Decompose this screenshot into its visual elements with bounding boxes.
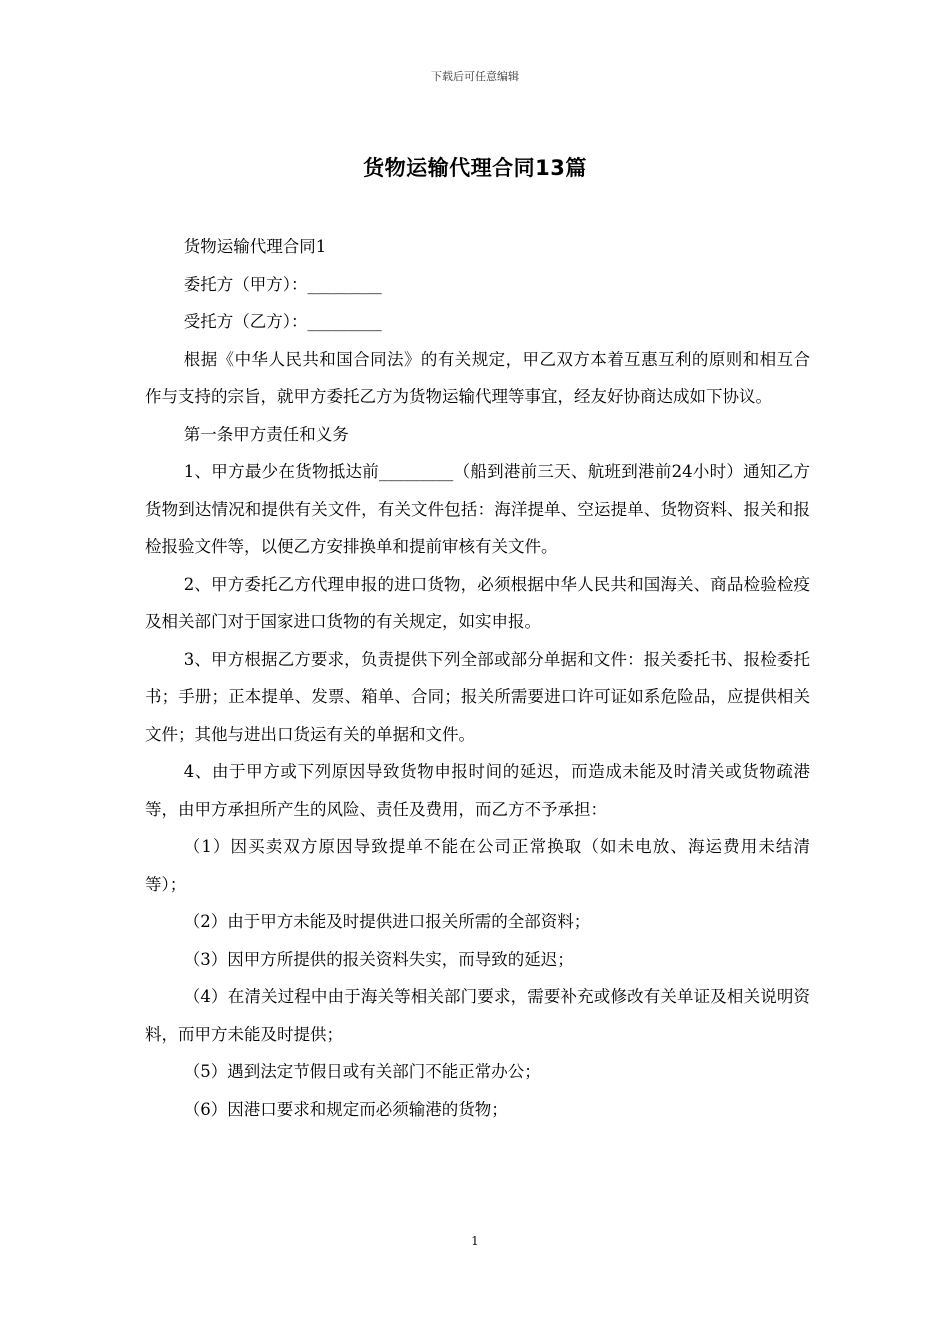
header-note: 下载后可任意编辑 (431, 70, 519, 83)
sub-clause-paragraph: （5）遇到法定节假日或有关部门不能正常办公； (183, 1062, 541, 1081)
document-body (145, 228, 810, 1128)
clause-paragraph: 3、甲方根据乙方要求，负责提供下列全部或部分单据和文件：报关委托书、报检委托书；手册；正本提单、发票、箱单、合同；报关所需要进口许可证如系危险品，应提供相关文件；其他与进出口货运有关的单据和文件。 (145, 649, 810, 744)
clause-paragraph: 1、甲方最少在货物抵达前_________（船到港前三天、航班到港前24小时）通知乙方货物到达情况和提供有关文件，有关文件包括：海洋提单、空运提单、货物资料、报关和报检报验文件等，以便乙方安排换单和提前审核有关文件。 (145, 462, 810, 556)
article-heading: 第一条甲方责任和义务 (183, 424, 349, 444)
preamble-paragraph: 根据《中华人民共和国合同法》的有关规定，甲乙双方本着互惠互利的原则和相互合作与支持的宗旨，就甲方委托乙方为货物运输代理等事宜，经友好协商达成如下协议。 (145, 349, 810, 406)
party-b-line: 受托方（乙方）：_________ (183, 312, 382, 331)
sub-clause-paragraph: （3）因甲方所提供的报关资料失实，而导致的延迟； (183, 949, 574, 969)
sub-clause-paragraph: （6）因港口要求和规定而必须输港的货物； (183, 1099, 508, 1119)
contract-subtitle: 货物运输代理合同1 (183, 237, 327, 256)
sub-clause-paragraph: （4）在清关过程中由于海关等相关部门要求，需要补充或修改有关单证及相关说明资料，而甲方未能及时提供； (145, 987, 810, 1044)
document-title: 货物运输代理合同13篇 (363, 156, 587, 180)
clause-paragraph: 2、甲方委托乙方代理申报的进口货物，必须根据中华人民共和国海关、商品检验检疫及相关部门对于国家进口货物的有关规定，如实申报。 (145, 574, 810, 631)
clause-paragraph: 4、由于甲方或下列原因导致货物申报时间的延迟，而造成未能及时清关或货物疏港等，由甲方承担所产生的风险、责任及费用，而乙方不予承担： (145, 762, 810, 819)
party-a-line: 委托方（甲方）：_________ (183, 274, 382, 294)
page-number: 1 (471, 1234, 479, 1248)
sub-clause-paragraph: （2）由于甲方未能及时提供进口报关所需的全部资料； (183, 912, 591, 931)
sub-clause-paragraph: （1）因买卖双方原因导致提单不能在公司正常换取（如未电放、海运费用未结清等）； (145, 837, 810, 894)
